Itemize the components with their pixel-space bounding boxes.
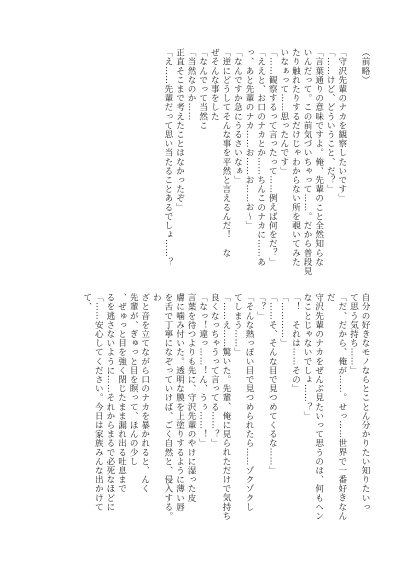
text-line: 「？」 [255,293,266,321]
text-line: 正直そこまで考えたことはなかったぞ」 [174,48,185,212]
text-line: て思う気持ち……」 [348,293,359,375]
text-line: 「……安心してください。今日は家族みんな出かけてて、 [81,293,104,512]
text-line: を舌で丁寧になぞっていけば、ごく自然と、侵入する。わ [151,293,173,521]
text-line: なことじゃないでしょ……？」 [302,293,313,421]
text-line: 「……けど、どういうこと、だ？」 [325,48,336,194]
text-line: っ、あと先輩のナカ……お……お……お～」 [244,48,255,230]
text-line: 「言葉通りの意味ですよ。俺、先輩のこと全然知らな [313,48,324,267]
text-line: 言葉を待つよりも先に、守沢先輩のやけに湿った皮 [186,293,197,503]
text-line: いなぁって……思ったんです」 [278,48,289,176]
text-line: 「……観察するって言ったって……例えば何をだ？」 [267,48,278,267]
text-line: （前略） [360,48,370,85]
text-line: いんだって。この前気づいちゃって……。だから普段見 [302,48,313,276]
lower-text-block [81,293,370,523]
text-line: 「ええと、お口のナカとか……ちんこのナカに……あ [255,48,266,267]
upper-text-block [162,48,370,278]
text-line: 「だ、だから、俺が……。せっ……世界で一番好きなんだ [325,293,347,521]
text-line: ざと音を立てながら口のナカを暴かれると、んく [139,293,150,494]
text-line [347,48,359,278]
text-line: てしまう……」 [232,293,243,357]
text-line: 膚に噛み付いた。透明な膜を上塗りするように薄い唇 [174,293,185,512]
text-line: 「なんですか急にうるさいなぁ」 [232,48,243,185]
text-line: 「そんな熱っぽい目で見つめられたら……ゾクゾクし [244,293,255,512]
text-line: 守沢先輩のナカをぜんぶ見たいって思うのは、何もヘン [313,293,324,521]
text-line: 「逆にどうしてそんな事を平然と言えるんだ！ な [220,48,231,258]
text-line: 「なっ！違っ……！ん、うぅ……！」 [197,293,208,448]
text-line: 「え……先輩だって思い当たることあるでしょ……？ [162,48,173,267]
text-line: るを逃さないように……それからまるで必死なほどに [104,293,115,512]
text-line: 「！ それは……その」 [290,293,301,394]
text-line: 「当然なのか…… [186,48,197,121]
text-line: たり触れたりするだけじゃわからない所を覗いてみた [290,48,301,267]
text-line: 「……え……驚いた。先輩、俺に見られただけで気持ち [220,293,231,521]
text-line: 、ぜゅっと目を強く閉じたまま漏れ出る吐息まで [116,293,127,494]
text-line: 自分の好きなモノならとことん分かりたい知りたいっ [360,293,370,512]
text-line: 「守沢先輩のナカを観察したいです」 [336,48,347,203]
text-line: 良くなっちゃうって言ってる……？」 [209,293,220,448]
text-line: 「なんでって当然こ [197,48,208,130]
text-line: ぜそんな事をした [209,48,220,121]
text-line: 「…………」 [278,293,289,348]
text-line: 「……そ、そんな目で見つめてくるな……」 [267,293,278,475]
text-line: 先輩が、ぎゅっと目を瞑って、ほんの少し [128,293,139,466]
